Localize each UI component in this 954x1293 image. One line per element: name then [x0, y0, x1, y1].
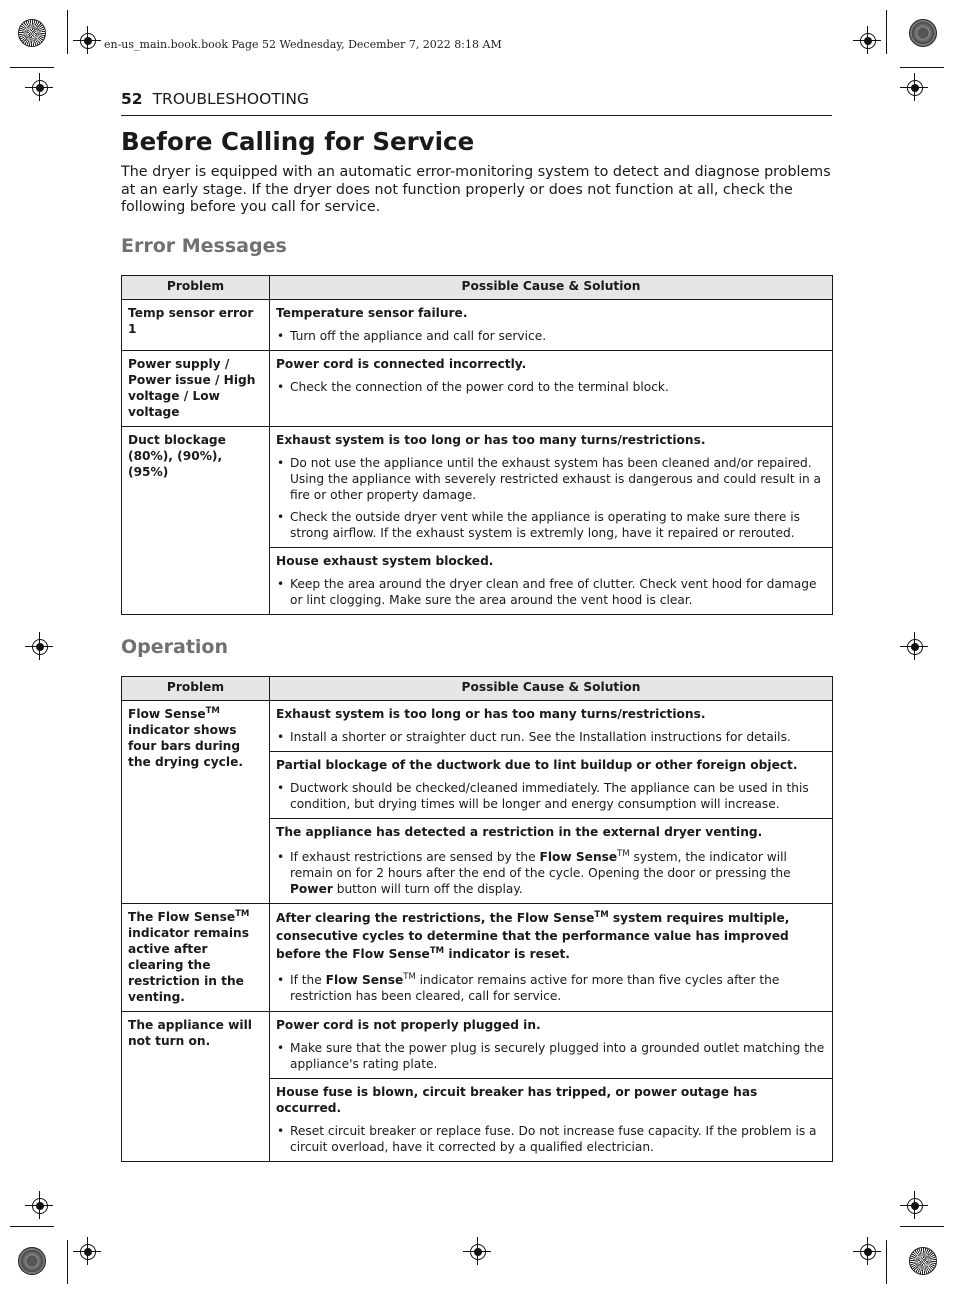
crosshair-icon: [32, 80, 48, 96]
solution-bullet: • Do not use the appliance until the exhaust system has been cleaned and/or repaired. Using the appliance with severely restricted exhaust is dangerous and could result in a fire or other property damage.: [276, 455, 826, 503]
column-header-solution: Possible Cause & Solution: [270, 276, 833, 300]
section-title: TROUBLESHOOTING: [152, 90, 309, 108]
cause-text: [276, 909, 826, 963]
bullet-text-bold: Flow Sense: [325, 973, 404, 987]
cause-text: Power cord is not properly plugged in.: [276, 1018, 541, 1032]
crosshair-icon: [907, 80, 923, 96]
trademark-mark: TM: [594, 909, 609, 920]
page-title: Before Calling for Service: [121, 127, 475, 156]
problem-cell: The appliance will not turn on.: [122, 1012, 270, 1162]
crop-mark: [10, 1226, 54, 1227]
registration-wheel-icon: [18, 1247, 46, 1275]
solution-bullet: • Reset circuit breaker or replace fuse. Do not increase fuse capacity. If the problem is a circuit overload, have it corrected by a qualified electrician.: [276, 1123, 826, 1155]
bullet-text: If exhaust restrictions are sensed by the: [290, 850, 540, 864]
crosshair-icon: [80, 1244, 96, 1260]
crop-mark: [886, 10, 887, 54]
problem-cell: Power supply / Power issue / High voltage / Low voltage: [122, 351, 270, 427]
intro-paragraph: The dryer is equipped with an automatic error-monitoring system to detect and diagnose problems at an early stage. If the dryer does not function properly or does not function at all, check the following before you call for service.: [121, 164, 831, 216]
problem-text: The Flow Sense: [128, 910, 236, 924]
cause-text: The appliance has detected a restriction in the external dryer venting.: [276, 825, 763, 839]
bullet-text: system, the indicator will remain on for 2 hours after the end of the cycle. Opening the door or pressing the: [290, 850, 791, 880]
crosshair-icon: [80, 33, 96, 49]
error-messages-heading: Error Messages: [121, 235, 287, 257]
table-row: [122, 427, 833, 548]
table-row: [122, 1012, 833, 1079]
cause-text: Exhaust system is too long or has too many turns/restrictions.: [276, 707, 706, 721]
error-messages-table: [121, 275, 833, 615]
table-header-row: [122, 276, 833, 300]
cause-text-part: system requires multiple, consecutive cycles to determine that the performance value has improved before the Flow Sense: [276, 911, 790, 961]
solution-bullet: • Turn off the appliance and call for service.: [276, 328, 826, 344]
crop-mark: [67, 10, 68, 54]
table-row: [122, 300, 833, 351]
cause-text: Temperature sensor failure.: [276, 306, 468, 320]
cause-text: House fuse is blown, circuit breaker has tripped, or power outage has occurred.: [276, 1085, 758, 1115]
solution-bullet: • Keep the area around the dryer clean and free of clutter. Check vent hood for damage or lint clogging. Make sure the area around the vent hood is clear.: [276, 576, 826, 608]
solution-bullet: • Check the outside dryer vent while the appliance is operating to make sure there is strong airflow. If the exhaust system is extremly long, have it repaired or rerouted.: [276, 509, 826, 541]
crosshair-icon: [907, 639, 923, 655]
solution-bullet: [276, 972, 826, 1004]
bullet-text: indicator remains active for more than five cycles after the restriction has been cleared, call for service.: [290, 973, 780, 1003]
problem-text: indicator shows four bars during the drying cycle.: [128, 723, 243, 769]
cause-text: House exhaust system blocked.: [276, 554, 494, 568]
crop-mark: [900, 1226, 944, 1227]
trademark-mark: TM: [403, 971, 416, 982]
crosshair-icon: [470, 1244, 486, 1260]
table-row: [122, 351, 833, 427]
bullet-text-bold: Power: [290, 882, 333, 896]
table-row: [122, 701, 833, 752]
problem-cell: Duct blockage (80%), (90%), (95%): [122, 427, 270, 615]
solution-cell: [270, 819, 833, 904]
column-header-problem: Problem: [122, 677, 270, 701]
problem-text: indicator remains active after clearing the restriction in the venting.: [128, 926, 249, 1004]
solution-bullet: • Make sure that the power plug is securely plugged into a grounded outlet matching the appliance's rating plate.: [276, 1040, 826, 1072]
bullet-text: button will turn off the display.: [332, 882, 523, 896]
print-slug: en-us_main.book.book Page 52 Wednesday, December 7, 2022 8:18 AM: [104, 38, 502, 51]
solution-cell: [270, 548, 833, 615]
crop-mark: [67, 1240, 68, 1284]
cause-text: Partial blockage of the ductwork due to lint buildup or other foreign object.: [276, 758, 798, 772]
crosshair-icon: [907, 1198, 923, 1214]
page-number: 52: [121, 90, 143, 108]
solution-bullet: • Install a shorter or straighter duct run. See the Installation instructions for details.: [276, 729, 826, 745]
registration-wheel-icon: [18, 19, 46, 47]
solution-bullet: • Check the connection of the power cord to the terminal block.: [276, 379, 826, 395]
solution-cell: [270, 1012, 833, 1079]
solution-cell: [270, 427, 833, 548]
solution-cell: [270, 351, 833, 427]
crop-mark: [886, 1240, 887, 1284]
registration-wheel-icon: [909, 19, 937, 47]
crop-mark: [10, 67, 54, 68]
registration-wheel-icon: [909, 1247, 937, 1275]
solution-bullet: • Ductwork should be checked/cleaned immediately. The appliance can be used in this condition, but drying times will be longer and energy consumption will increase.: [276, 780, 826, 812]
bullet-text-bold: Flow Sense: [539, 850, 618, 864]
solution-cell: [270, 701, 833, 752]
cause-text-part: After clearing the restrictions, the Flow Sense: [276, 911, 595, 925]
table-row: [122, 904, 833, 1012]
column-header-problem: Problem: [122, 276, 270, 300]
problem-cell: Temp sensor error 1: [122, 300, 270, 351]
operation-heading: Operation: [121, 636, 229, 658]
solution-cell: [270, 752, 833, 819]
problem-cell: [122, 904, 270, 1012]
cause-text: Exhaust system is too long or has too many turns/restrictions.: [276, 433, 706, 447]
operation-table: [121, 676, 833, 1162]
solution-cell: [270, 300, 833, 351]
cause-text: Power cord is connected incorrectly.: [276, 357, 527, 371]
trademark-mark: TM: [429, 945, 445, 956]
crop-mark: [900, 67, 944, 68]
trademark-mark: TM: [235, 908, 250, 919]
problem-cell: [122, 701, 270, 904]
bullet-text: If the: [290, 973, 326, 987]
column-header-solution: Possible Cause & Solution: [270, 677, 833, 701]
solution-bullet: [276, 849, 826, 897]
crosshair-icon: [860, 33, 876, 49]
trademark-mark: TM: [617, 848, 630, 859]
crosshair-icon: [32, 639, 48, 655]
trademark-mark: TM: [205, 705, 220, 716]
cause-text-part: indicator is reset.: [444, 947, 570, 961]
solution-cell: [270, 1079, 833, 1162]
page-header: [121, 89, 832, 116]
table-header-row: [122, 677, 833, 701]
crosshair-icon: [860, 1244, 876, 1260]
solution-cell: [270, 904, 833, 1012]
problem-text: Flow Sense: [128, 707, 206, 721]
crosshair-icon: [32, 1198, 48, 1214]
